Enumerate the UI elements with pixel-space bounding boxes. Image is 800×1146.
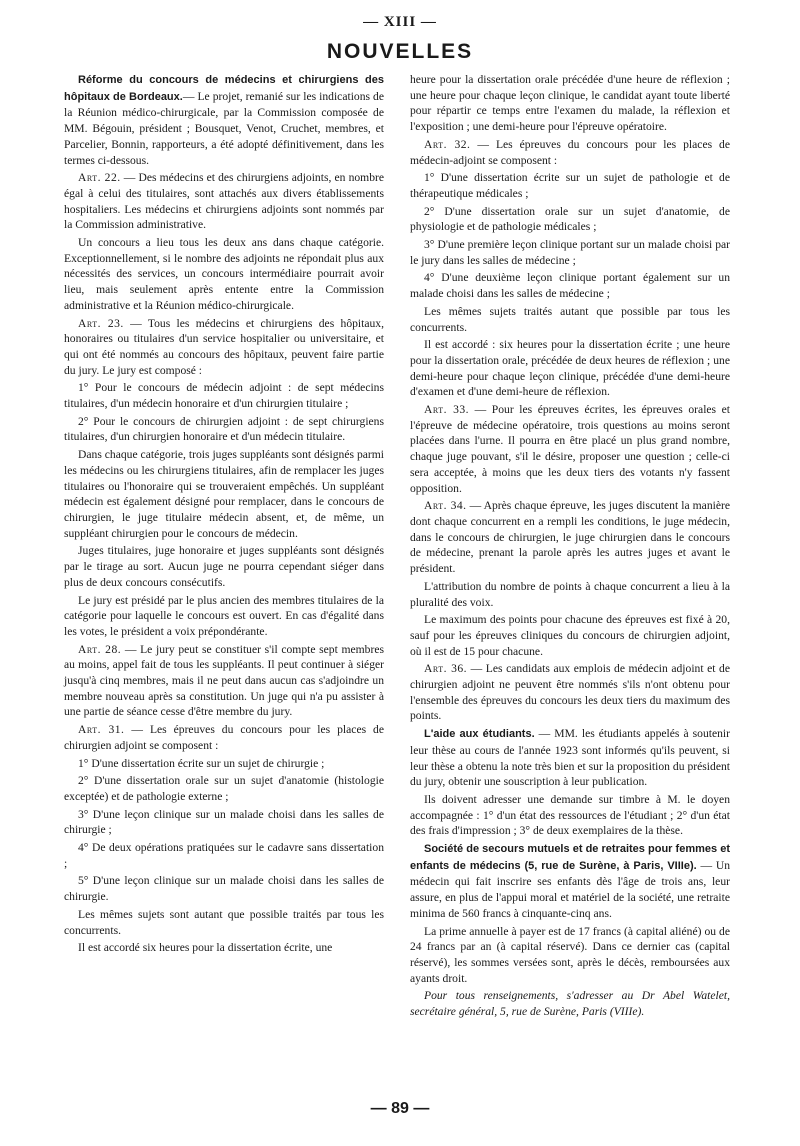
article-text: — Les épreuves du concours pour les places de chirurgien adjoint se composent : xyxy=(64,723,384,752)
paragraph: L'attribution du nombre de points à chaque concurrent a lieu à la pluralité des voix. xyxy=(410,579,730,609)
roman-page-numeral: — XIII — xyxy=(363,14,437,30)
paragraph xyxy=(64,72,384,168)
paragraph: La prime annuelle à payer est de 17 francs (à capital aliéné) ou de 24 francs par an (à capital réservé). Dans ce dernier cas (capital réservé), les sommes versées sont, après le décès, remboursées aux ayants droit. xyxy=(410,924,730,985)
paragraph xyxy=(410,841,730,922)
paragraph-text: — MM. les étudiants appelés à soutenir leur thèse au cours de l'année 1923 sont informés qu'ils peuvent, si leur thèse a obtenu la note très bien et sur la proposition du président du jury, obtenir une souscription à leur publication. xyxy=(410,727,730,789)
paragraph: heure pour la dissertation orale précédée d'une heure de réflexion ; une heure pour chaque leçon clinique, le candidat ayant toute liberté pour répartir ce temps entre l'examen du malade, la réflexion et l'exposition ; une demi-heure pour l'épreuve opératoire. xyxy=(410,73,730,134)
paragraph: 2° D'une dissertation orale sur un sujet d'anatomie (histologie exceptée) et de pathologie externe ; xyxy=(64,774,384,803)
paragraph: 3° D'une première leçon clinique portant sur un malade choisi par le jury dans les salles de médecine ; xyxy=(410,238,730,267)
article-36 xyxy=(410,661,730,724)
article-32 xyxy=(410,137,730,168)
article-label: Art. 36. xyxy=(424,662,468,676)
section-headline-societe-secours: Société de secours mutuels et de retraites pour femmes et enfants de médecins (5, rue de Surène, à Paris, VIIIe). xyxy=(410,843,730,872)
page-number: — 89 — xyxy=(370,1100,430,1117)
paragraph: 1° Pour le concours de médecin adjoint : de sept médecins titulaires, d'un médecin honoraire et d'un chirurgien titulaire ; xyxy=(64,381,384,411)
article-label: Art. 22. xyxy=(78,171,121,185)
paragraph: Dans chaque catégorie, trois juges suppléants sont désignés parmi les médecins ou les chirurgiens titulaires, afin de remplacer les juges titulaires ou l'honoraire qui se trouveraient empêchés. Un suppléant médecin est également désigné pour remplacer, dans le concours de chirurgien, le juge titulaire médecin absent, et, de même, un suppléant chirurgien pour le concours de médecin. xyxy=(64,448,384,540)
article-label: Art. 34. xyxy=(424,499,467,513)
article-text: — Les épreuves du concours pour les places de médecin-adjoint se composent : xyxy=(410,137,730,167)
paragraph: Ils doivent adresser une demande sur timbre à M. le doyen accompagnée : 1° d'un état des ressources de l'étudiant ; 2° d'un état des frais d'impression ; 3° de deux exemplaires de la thèse. xyxy=(410,792,730,838)
article-text: — Des médecins et des chirurgiens adjoints, en nombre égal à celui des titulaires, sont attachés aux divers établissements hospitaliers. Les médecins et chirurgiens adjoints sont nommés par la Commission administrative. xyxy=(64,171,384,232)
article-34 xyxy=(410,498,730,577)
article-label: Art. 28. xyxy=(78,642,122,656)
article-label: Art. 23. xyxy=(78,316,124,330)
paragraph: Le jury est présidé par le plus ancien des membres titulaires de la catégorie pour laquelle le concours est ouvert. En cas d'égalité dans les votes, le président a voix prépondérante. xyxy=(64,593,384,638)
article-33 xyxy=(410,402,730,496)
paragraph-text: — Un médecin qui fait inscrire ses enfants dès l'âge de trois ans, leur assure, en plus de l'appui moral et matériel de la société, une retraite minima de 560 francs à cinquante-cinq ans. xyxy=(410,858,730,920)
paragraph: 3° D'une leçon clinique sur un malade choisi dans les salles de chirurgie ; xyxy=(64,807,384,837)
contact-paragraph: Pour tous renseignements, s'adresser au Dr Abel Watelet, secrétaire général, 5, rue de Surène, Paris (VIIIe). xyxy=(410,989,730,1019)
article-label: Art. 31. xyxy=(78,723,125,737)
paragraph: 5° D'une leçon clinique sur un malade choisi dans les salles de chirurgie. xyxy=(64,874,384,904)
paragraph: 4° D'une deuxième leçon clinique portant également sur un malade choisi dans les salles de médecine ; xyxy=(410,271,730,301)
paragraph: 1° D'une dissertation écrite sur un sujet de chirurgie ; xyxy=(78,756,325,770)
paragraph: Les mêmes sujets sont autant que possible traités par tous les concurrents. xyxy=(64,907,384,937)
article-text: — Les candidats aux emplois de médecin adjoint et de chirurgien adjoint ne peuvent être nommés s'ils n'ont obtenu pour l'ensemble des épreuves du concours les deux tiers du maximum des points. xyxy=(410,662,730,723)
paragraph-text: — Le projet, remanié sur les indications de la Réunion médico-chirurgicale, par la Commission composée de MM. Bégouin, président ; Bousquet, Venot, Cruchet, membres, et Parcelier, Bonnin, rapporteurs, a été adopté définitivement, dans les termes ci-dessous. xyxy=(64,89,384,167)
left-column xyxy=(64,72,384,958)
article-31 xyxy=(64,722,384,753)
paragraph xyxy=(410,726,730,790)
paragraph: Le maximum des points pour chacune des épreuves est fixé à 20, sauf pour les épreuves cliniques du concours de chirurgien adjoint, où il est de 15 pour chacune. xyxy=(410,613,730,658)
paragraph: 2° D'une dissertation orale sur un sujet d'anatomie, de physiologie et de pathologie médicales ; xyxy=(410,204,730,234)
article-label: Art. 33. xyxy=(424,403,470,417)
article-text: — Pour les épreuves écrites, les épreuves orales et l'épreuve de médecine opératoire, trois questions au moins seront placées dans l'urne. Il pourra en être placé un plus grand nombre, chaque juge pouvant, s'il le désire, proposer une question ; celle-ci sera acceptée, à moins que les deux tiers des votants n'y fassent opposition. xyxy=(410,403,730,495)
page-title: NOUVELLES xyxy=(326,40,474,63)
paragraph: 4° De deux opérations pratiquées sur le cadavre sans dissertation ; xyxy=(64,841,384,870)
paragraph: Juges titulaires, juge honoraire et juges suppléants sont désignés par le tirage au sort. Aucun juge ne pourra cependant siéger dans plus de deux concours consécutifs. xyxy=(64,544,384,589)
article-label: Art. 32. xyxy=(424,137,471,151)
paragraph: Un concours a lieu tous les deux ans dans chaque catégorie. Exceptionnellement, si le nombre des adjoints ne répondait plus aux nécessités des services, un concours intermédiaire pourrait avoir lieu, mais seulement après entente entre la Commission administrative et la Réunion médico-chirurgicale. xyxy=(64,236,384,312)
article-text: — Après chaque épreuve, les juges discutent la manière dont chaque concurrent en a rempli les conditions, le juge médecin, dans le concours de chirurgien, le juge chirurgien dans le concours de médecine, prenant la parole après les autres juges et avant le président. xyxy=(410,499,730,576)
section-headline-bordeaux: Réforme du concours de médecins et chirurgiens des hôpitaux de Bordeaux. xyxy=(64,74,384,103)
section-headline-aide-etudiants: L'aide aux étudiants. xyxy=(424,728,535,741)
paragraph: Il est accordé : six heures pour la dissertation écrite ; une heure pour la dissertation orale, précédée de deux heures de réflexion ; une demi-heure pour chaque leçon clinique, précédée d'une demi-heure d'examen et d'une demi-heure de réflexion. xyxy=(410,338,730,399)
paragraph: 2° Pour le concours de chirurgien adjoint : de sept chirurgiens titulaires, d'un chirurgien honoraire et d'un médecin titulaire. xyxy=(64,414,384,444)
article-23 xyxy=(64,316,384,379)
paragraph: Il est accordé six heures pour la dissertation écrite, une xyxy=(78,941,333,955)
article-28 xyxy=(64,642,384,721)
article-text: — Le jury peut se constituer s'il compte sept membres au moins, appel fait de tous les suppléants. Il peut continuer à siéger jusqu'à cinq membres, mais il ne peut dans aucun cas s'adjoindre un membre nouveau après sa constitution. Un juge qui n'a pu assister à une partie de séance cesse d'être membre du jury. xyxy=(64,642,384,719)
article-text: — Tous les médecins et chirurgiens des hôpitaux, honoraires ou titulaires d'un service hospitalier ou universitaire, et qui ont été nommés au concours des hôpitaux, peuvent faire partie du jury. Le jury est composé : xyxy=(64,316,384,377)
paragraph: Les mêmes sujets traités autant que possible par tous les concurrents. xyxy=(410,304,730,334)
paragraph: 1° D'une dissertation écrite sur un sujet de pathologie et de thérapeutique médicales ; xyxy=(410,171,730,200)
right-column xyxy=(410,72,730,1022)
article-22 xyxy=(64,170,384,233)
